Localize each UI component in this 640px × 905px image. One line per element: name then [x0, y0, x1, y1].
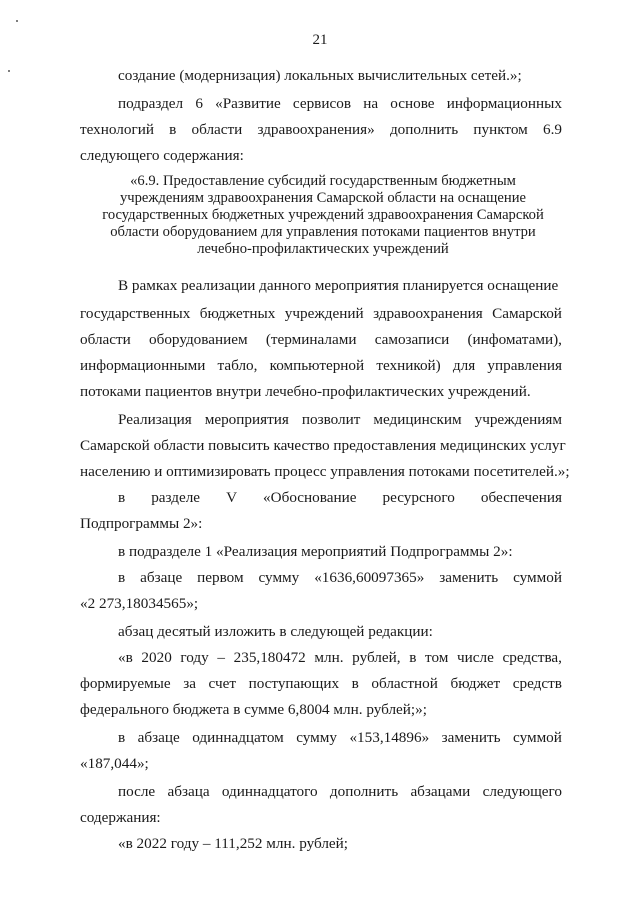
word: в [409, 649, 417, 666]
text-line [118, 95, 562, 113]
text-line [80, 331, 562, 349]
text-line [80, 675, 562, 693]
word: разделе [151, 489, 201, 506]
word: здравоохранения [373, 305, 483, 322]
word: оборудованием [149, 331, 248, 348]
text-line: «2 273,18034565»; [80, 595, 199, 612]
text-line [118, 729, 562, 747]
word: мероприятия [204, 411, 289, 428]
word: в [169, 121, 177, 138]
word: основе [390, 95, 435, 112]
word: году [180, 649, 209, 666]
word: за [183, 675, 196, 692]
word: сервисов [292, 95, 351, 112]
text-line: содержания: [80, 809, 161, 826]
text-line: в подразделе 1 «Реализация мероприятий Подпрограммы 2»: [118, 543, 513, 560]
word: пунктом [473, 121, 528, 138]
word: информационных [446, 95, 562, 112]
scan-speck [16, 20, 18, 22]
word: обеспечения [480, 489, 562, 506]
word: управления [487, 357, 562, 374]
text-line [80, 357, 562, 375]
text-line: следующего содержания: [80, 147, 244, 164]
text-line [118, 783, 562, 801]
heading-line: «6.9. Предоставление субсидий государственным бюджетным [130, 173, 516, 189]
word: том [425, 649, 449, 666]
word: области [80, 331, 131, 348]
word: V [226, 489, 238, 506]
word: после [118, 783, 156, 800]
heading-line: области оборудованием для управления потоками пациентов внутри [110, 224, 536, 240]
text-line: «187,044»; [80, 755, 149, 772]
word: табло, [217, 357, 258, 374]
word: средств [512, 675, 562, 692]
word: для [452, 357, 476, 374]
word: счет [208, 675, 236, 692]
text-line: Подпрограммы 2»: [80, 515, 203, 532]
word: компьютерной [269, 357, 365, 374]
word: «153,14896» [349, 729, 430, 746]
word: – [217, 649, 225, 666]
word: позволит [301, 411, 361, 428]
heading-line: учреждениям здравоохранения Самарской области на оснащение [120, 190, 526, 206]
word: абзаца [167, 783, 210, 800]
word: в [351, 675, 359, 692]
text-line: В рамках реализации данного мероприятия планируется оснащение [118, 277, 559, 294]
word: подраздел [118, 95, 184, 112]
word: заменить [441, 729, 501, 746]
word: Самарской [492, 305, 562, 322]
word: числе [457, 649, 494, 666]
word: здравоохранения» [257, 121, 375, 138]
word: заменить [439, 569, 499, 586]
word: одиннадцатого [221, 783, 318, 800]
word: «в [118, 649, 133, 666]
word: областной [371, 675, 438, 692]
text-line [80, 121, 562, 139]
word: в [118, 489, 126, 506]
word: формируемые [80, 675, 171, 692]
word: суммой [513, 729, 562, 746]
word: одиннадцатом [192, 729, 284, 746]
heading-line: государственных бюджетных учреждений здравоохранения Самарской [102, 207, 544, 223]
word: (инфоматами), [467, 331, 562, 348]
word: учреждений [284, 305, 364, 322]
word: млн. [314, 649, 344, 666]
text-line: федерального бюджета в сумме 6,8004 млн. рублей;»; [80, 701, 427, 718]
text-line [118, 489, 562, 507]
word: поступающих [248, 675, 340, 692]
word: государственных [80, 305, 191, 322]
word: бюджетных [199, 305, 276, 322]
word: информационными [80, 357, 206, 374]
page-number: 21 [312, 32, 328, 48]
word: учреждениям [474, 411, 562, 428]
text-line: «в 2022 году – 111,252 млн. рублей; [118, 835, 348, 852]
word: 235,180472 [233, 649, 306, 666]
word: сумму [258, 569, 300, 586]
word: сумму [296, 729, 337, 746]
word: медицинским [373, 411, 462, 428]
word: первом [197, 569, 244, 586]
word: на [363, 95, 379, 112]
word: в [118, 729, 126, 746]
text-line: абзац десятый изложить в следующей редакции: [118, 623, 433, 640]
text-line: Самарской области повысить качество предоставления медицинских услуг [80, 437, 566, 454]
word: техникой) [376, 357, 441, 374]
text-line [118, 649, 562, 667]
word: абзаце [140, 569, 183, 586]
word: средства, [502, 649, 562, 666]
word: следующего [482, 783, 562, 800]
word: абзаце [137, 729, 180, 746]
word: 6 [195, 95, 203, 112]
word: в [118, 569, 126, 586]
word: рублей, [352, 649, 401, 666]
word: «Обоснование [263, 489, 357, 506]
text-line [118, 569, 562, 587]
word: Реализация [118, 411, 192, 428]
word: бюджет [450, 675, 501, 692]
text-line [118, 411, 562, 429]
word: технологий [80, 121, 154, 138]
word: дополнить [389, 121, 459, 138]
word: области [191, 121, 243, 138]
word: суммой [513, 569, 562, 586]
word: абзацами [410, 783, 471, 800]
word: 6.9 [542, 121, 562, 138]
text-line [80, 305, 562, 323]
word: дополнить [329, 783, 399, 800]
text-line: потоками пациентов внутри лечебно-профилактических учреждений. [80, 383, 531, 400]
word: ресурсного [382, 489, 455, 506]
scan-speck [8, 70, 10, 72]
word: «1636,60097365» [314, 569, 425, 586]
text-line: создание (модернизация) локальных вычислительных сетей.»; [118, 67, 522, 84]
section-heading [80, 173, 566, 258]
heading-line: лечебно-профилактических учреждений [197, 241, 449, 257]
word: самозаписи [374, 331, 450, 348]
word: «Развитие [215, 95, 281, 112]
word: 2020 [141, 649, 172, 666]
word: (терминалами [265, 331, 357, 348]
text-line: населению и оптимизировать процесс управления потоками посетителей.»; [80, 463, 570, 480]
